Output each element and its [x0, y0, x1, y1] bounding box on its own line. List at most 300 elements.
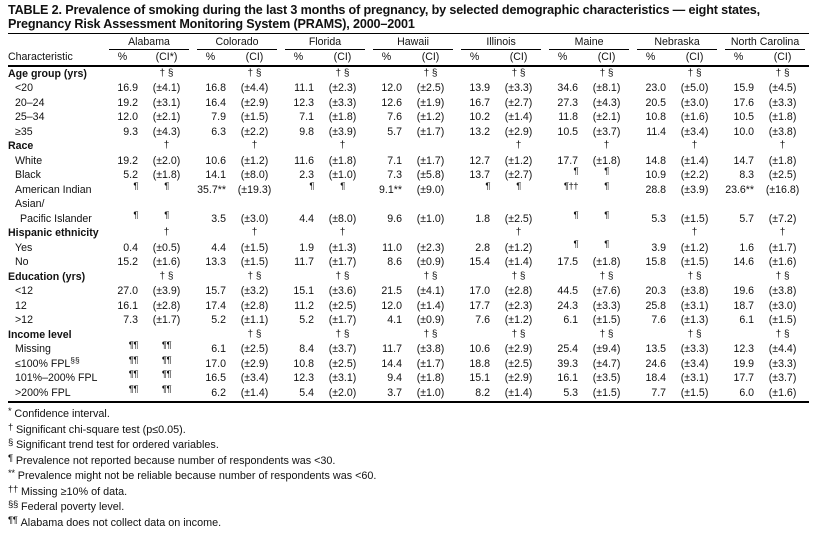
ci-cell: (±1.3) [328, 241, 357, 254]
significance-marker: † § [335, 67, 350, 79]
section-row [8, 66, 809, 82]
ci-cell: (±3.3) [328, 96, 357, 109]
ci-cell: (±1.2) [504, 241, 533, 254]
ci-column-header: (CI) [228, 50, 281, 66]
pct-cell: 13.2 [469, 125, 491, 138]
ci-cell: ¶¶ [161, 369, 172, 381]
ci-cell: (±7.2) [768, 212, 797, 225]
pct-cell: 0.4 [123, 241, 138, 254]
ci-cell: (±9.0) [416, 183, 445, 196]
pct-cell: 7.7 [633, 386, 668, 403]
pct-cell: 23.0 [645, 82, 667, 95]
pct-cell: 28.8 [645, 183, 667, 196]
significance-marker: † § [687, 67, 702, 79]
ci-cell: (±7.6) [592, 285, 621, 298]
ci-cell: (±4.3) [152, 125, 181, 138]
pct-cell: 16.1 [557, 372, 579, 385]
pct-cell [281, 270, 316, 285]
state-header [369, 33, 457, 50]
ci-cell: (±0.5) [152, 241, 181, 254]
pct-cell: 5.7 [739, 212, 755, 225]
pct-cell [633, 328, 668, 343]
pct-cell: 17.0 [205, 357, 226, 370]
pct-cell: 9.8 [299, 125, 314, 138]
pct-cell: 17.5 [557, 256, 579, 269]
pct-cell: 12.0 [117, 111, 138, 124]
pct-cell [193, 328, 228, 343]
state-header [545, 33, 633, 50]
significance-marker: † [163, 140, 170, 152]
pct-cell: 15.1 [469, 372, 491, 385]
ci-cell: (±2.9) [240, 96, 269, 109]
pct-cell: 17.7 [469, 299, 491, 312]
ci-cell: (±1.8) [328, 154, 357, 167]
pct-cell [457, 328, 492, 343]
row-label: ≥35 [15, 125, 33, 138]
pct-cell: 9.4 [387, 372, 403, 385]
pct-cell [545, 66, 580, 82]
pct-cell: 20.3 [645, 285, 667, 298]
ci-cell: (±1.0) [328, 169, 357, 182]
footnote: †† Missing ≥10% of data. [8, 483, 128, 498]
significance-marker: † [779, 227, 786, 239]
ci-cell: (±4.3) [592, 96, 621, 109]
prams-table [8, 33, 809, 404]
pct-cell: 12.0 [381, 82, 403, 95]
ci-cell: ¶¶ [140, 383, 193, 400]
pct-cell: 17.0 [469, 285, 491, 298]
pct-cell: 11.6 [294, 154, 314, 167]
pct-cell: 19.2 [117, 154, 138, 167]
ci-cell: (±2.9) [504, 125, 533, 138]
pct-cell: 7.1 [387, 154, 403, 167]
ci-cell: (±3.9) [680, 183, 709, 196]
ci-cell: (±3.4) [240, 372, 269, 385]
ci-cell: (±4.4) [240, 82, 269, 95]
ci-cell: (±3.4) [680, 357, 709, 370]
pct-cell: 16.7 [469, 96, 491, 109]
pct-cell: ¶ [133, 180, 138, 192]
ci-cell: (±3.3) [592, 299, 621, 312]
pct-column-header: % [105, 50, 140, 66]
pct-cell: 5.2 [211, 314, 226, 327]
ci-cell: (±3.0) [680, 96, 709, 109]
row-label: No [15, 256, 29, 269]
footnote: § Significant trend test for ordered variables. [8, 437, 219, 452]
footnote-marker: * [8, 406, 12, 418]
pct-cell: 35.7** [197, 183, 226, 196]
ci-column-header: (CI*) [140, 50, 193, 66]
pct-cell: 10.8 [293, 357, 314, 370]
ci-cell: (±5.0) [680, 82, 709, 95]
table-header [8, 33, 809, 66]
pct-cell [545, 328, 580, 343]
pct-cell: 15.8 [645, 256, 667, 269]
pct-cell: 6.1 [563, 314, 579, 327]
ci-cell: (±1.8) [328, 111, 357, 124]
ci-cell: (±3.0) [768, 299, 797, 312]
ci-cell: (±8.0) [328, 212, 357, 225]
significance-marker: † [779, 140, 786, 152]
significance-marker: † [691, 140, 698, 152]
pct-cell [193, 270, 228, 285]
pct-column-header: % [633, 50, 668, 66]
pct-cell [457, 226, 492, 241]
pct-cell: 11.7 [294, 256, 314, 269]
significance-marker: † [603, 140, 610, 152]
significance-marker: † § [335, 328, 350, 340]
significance-marker: † [163, 227, 170, 239]
pct-cell [457, 139, 492, 154]
pct-cell: 10.6 [469, 343, 491, 356]
pct-cell [369, 328, 404, 343]
significance-marker: † § [247, 67, 262, 79]
pct-column-header: % [545, 50, 580, 66]
ci-column-header: (CI) [404, 50, 457, 66]
pct-cell [633, 139, 668, 154]
significance-marker: † § [687, 270, 702, 282]
footnote-marker: ** [8, 468, 15, 480]
pct-cell: 16.9 [117, 82, 138, 95]
row-label: <12 [15, 285, 33, 298]
row-label: >200% FPL [8, 386, 105, 403]
pct-cell: 9.1** [379, 183, 403, 196]
ci-cell: (±2.9) [504, 343, 533, 356]
pct-cell: 6.2 [193, 386, 228, 403]
table-title-line2: Pregnancy Risk Assessment Monitoring System (PRAMS), 2000–2001 [8, 16, 415, 31]
footnote: §§ Federal poverty level. [8, 499, 125, 514]
pct-cell: 10.6 [205, 154, 226, 167]
significance-marker [404, 226, 457, 241]
footnotes [8, 407, 811, 531]
ci-cell: (±2.0) [316, 386, 369, 403]
pct-cell: 10.2 [469, 111, 491, 124]
ci-cell: (±3.1) [680, 299, 709, 312]
ci-cell: (±0.9) [416, 256, 445, 269]
pct-cell [369, 66, 404, 82]
ci-cell: (±2.5) [416, 82, 445, 95]
pct-cell: 7.6 [387, 111, 403, 124]
table-row [8, 212, 809, 227]
footnote-marker: †† [8, 483, 18, 495]
pct-cell: 6.3 [211, 125, 226, 138]
pct-cell: 13.7 [469, 169, 491, 182]
table-row [8, 154, 809, 169]
ci-cell: (±1.7) [328, 256, 357, 269]
significance-marker: † [339, 227, 346, 239]
ci-cell: (±5.8) [416, 169, 445, 182]
pct-cell [545, 139, 580, 154]
pct-cell: ¶ [573, 238, 579, 250]
state-header [281, 33, 369, 50]
pct-cell: 1.8 [475, 212, 491, 225]
ci-cell: (±2.3) [504, 299, 533, 312]
pct-cell [721, 328, 756, 343]
section-row [8, 226, 809, 241]
ci-cell: (±3.3) [768, 357, 797, 370]
ci-cell: (±1.7) [416, 357, 445, 370]
pct-cell: 34.6 [557, 82, 579, 95]
pct-cell: ¶¶ [105, 383, 140, 400]
pct-cell: 20.5 [645, 96, 667, 109]
pct-cell: 44.5 [557, 285, 579, 298]
ci-cell: (±1.5) [592, 314, 621, 327]
pct-cell [633, 226, 668, 241]
state-header [457, 33, 545, 50]
table-row [8, 125, 809, 140]
ci-cell: (±3.7) [328, 343, 357, 356]
pct-cell: 4.4 [211, 241, 226, 254]
ci-cell: (±1.2) [680, 241, 709, 254]
ci-cell: (±2.5) [768, 169, 797, 182]
state-name: Maine [549, 35, 629, 51]
row-label: Missing [15, 343, 51, 356]
significance-marker: † § [687, 328, 702, 340]
pct-cell: 9.6 [387, 212, 403, 225]
pct-cell: 10.5 [733, 111, 755, 124]
pct-cell: 5.4 [281, 386, 316, 403]
row-label: ≤100% FPL§§ [15, 355, 80, 370]
footnote-marker: § [8, 437, 13, 449]
pct-cell: 8.3 [739, 169, 755, 182]
pct-cell [281, 226, 316, 241]
ci-cell: (±1.4) [416, 299, 445, 312]
pct-cell: 11.1 [294, 82, 314, 95]
ci-cell: (±3.1) [328, 372, 357, 385]
ci-cell: (±2.7) [504, 96, 533, 109]
pct-cell [369, 270, 404, 285]
ci-cell: (±1.5) [668, 386, 721, 403]
pct-cell: 11.8 [558, 111, 579, 124]
ci-column-header: (CI) [580, 50, 633, 66]
pct-cell: 10.5 [557, 125, 579, 138]
table-title [8, 4, 808, 32]
ci-cell: (±1.2) [240, 154, 269, 167]
ci-cell: (±2.3) [328, 82, 357, 95]
ci-cell: ¶ [340, 180, 345, 192]
pct-cell: 12.6 [381, 96, 403, 109]
pct-cell: 24.6 [645, 357, 667, 370]
pct-cell: 6.1 [739, 314, 755, 327]
ci-cell: (±3.9) [328, 125, 357, 138]
pct-cell [545, 270, 580, 285]
pct-cell [105, 139, 140, 154]
ci-cell: (±2.2) [680, 169, 709, 182]
ci-cell: (±1.5) [680, 212, 709, 225]
pct-cell: ¶¶ [128, 369, 138, 381]
footnote-marker: ¶ [8, 452, 13, 464]
ci-cell: (±2.5) [504, 212, 533, 225]
state-name: Hawaii [373, 35, 453, 51]
pct-cell: 14.4 [381, 357, 403, 370]
pct-cell: 24.3 [557, 299, 579, 312]
ci-cell: (±16.8) [765, 183, 800, 196]
state-header [633, 33, 721, 50]
pct-cell: 7.3 [123, 314, 138, 327]
ci-cell: (±1.2) [504, 154, 533, 167]
ci-cell: (±2.7) [504, 169, 533, 182]
pct-cell [193, 226, 228, 241]
pct-cell: ¶¶ [128, 340, 138, 352]
ci-cell: (±2.8) [504, 285, 533, 298]
row-label: Hispanic ethnicity [8, 227, 99, 240]
row-label: Income level [8, 328, 72, 341]
pct-cell [193, 66, 228, 82]
significance-marker: † [339, 140, 346, 152]
table-row [8, 284, 809, 299]
pct-cell: 17.6 [733, 96, 755, 109]
row-label: Race [8, 140, 34, 153]
ci-cell: (±1.6) [680, 111, 709, 124]
footnote: ¶ Prevalence not reported because number of respondents was <30. [8, 452, 336, 467]
pct-cell: 14.6 [733, 256, 755, 269]
ci-cell: (±0.9) [416, 314, 445, 327]
pct-cell [193, 139, 228, 154]
pct-cell: 3.9 [651, 241, 667, 254]
row-label: 20–24 [15, 96, 45, 109]
section-row [8, 139, 809, 154]
significance-marker: † § [599, 67, 614, 79]
pct-cell: 6.1 [211, 343, 226, 356]
ci-cell: (±1.3) [680, 314, 709, 327]
state-header-spacer [8, 33, 105, 50]
pct-cell: 6.0 [721, 386, 756, 403]
pct-cell: ¶ [573, 166, 579, 178]
pct-cell: 11.2 [294, 299, 314, 312]
significance-marker: † § [775, 67, 790, 79]
ci-cell: (±1.6) [768, 256, 797, 269]
ci-cell: (±2.3) [416, 241, 445, 254]
pct-cell: 23.6** [725, 183, 755, 196]
pct-cell: 9.3 [123, 125, 138, 138]
ci-cell: (±2.8) [240, 299, 269, 312]
ci-cell: (±2.1) [592, 111, 621, 124]
pct-cell: 3.7 [369, 386, 404, 403]
ci-cell: (±1.8) [768, 111, 797, 124]
pct-cell: 10.9 [645, 169, 667, 182]
table-row [8, 313, 809, 328]
ci-cell: (±3.1) [152, 96, 181, 109]
ci-cell: (±1.4) [228, 386, 281, 403]
table-body [8, 66, 809, 403]
pct-cell: 21.5 [381, 285, 403, 298]
pct-cell [281, 139, 316, 154]
ci-cell: (±2.5) [240, 343, 269, 356]
pct-cell: 7.6 [651, 314, 667, 327]
pct-cell: 15.7 [205, 285, 226, 298]
ci-cell: (±1.4) [504, 111, 533, 124]
pct-cell [457, 66, 492, 82]
ci-cell: (±1.7) [416, 154, 445, 167]
pct-cell: 17.4 [205, 299, 226, 312]
ci-cell: (±4.4) [768, 343, 797, 356]
pct-cell: 18.4 [645, 372, 667, 385]
pct-cell: 10.0 [733, 125, 755, 138]
pct-cell [457, 270, 492, 285]
ci-cell: ¶ [604, 209, 609, 221]
pct-cell [721, 139, 756, 154]
pct-cell: 5.7 [387, 125, 403, 138]
state-header-row [8, 33, 809, 50]
ci-cell: (±4.5) [768, 82, 797, 95]
state-header [721, 33, 809, 50]
pct-column-header: % [369, 50, 404, 66]
ci-cell: (±2.0) [152, 154, 181, 167]
pct-cell: ¶ [573, 209, 579, 221]
table-row [8, 81, 809, 96]
table-row [8, 183, 809, 198]
ci-cell: (±1.5) [240, 256, 269, 269]
table-title-line1: TABLE 2. Prevalence of smoking during the last 3 months of pregnancy, by selected demographic characteristics — eight states, [8, 3, 761, 17]
ci-cell: (±1.4) [492, 386, 545, 403]
ci-cell: ¶ [604, 180, 609, 192]
row-label: American Indian [15, 183, 92, 196]
significance-marker: † § [159, 270, 174, 282]
ci-cell: (±2.5) [328, 357, 357, 370]
pct-cell: 16.4 [205, 96, 226, 109]
ci-cell: (±3.7) [592, 125, 621, 138]
ci-cell: (±3.3) [768, 96, 797, 109]
pct-cell: 19.6 [733, 285, 755, 298]
section-row [8, 270, 809, 285]
significance-marker: † § [775, 270, 790, 282]
row-label: Pacific Islander [20, 212, 92, 225]
pct-cell: 8.2 [457, 386, 492, 403]
ci-cell: (±3.8) [680, 285, 709, 298]
pct-cell: 12.0 [381, 299, 403, 312]
table-row [8, 110, 809, 125]
ci-cell: (±3.9) [152, 285, 181, 298]
pct-cell: 5.3 [545, 386, 580, 403]
ci-cell: (±1.7) [416, 125, 445, 138]
significance-marker: † § [775, 328, 790, 340]
ci-cell: (±1.8) [152, 169, 181, 182]
pct-cell [281, 328, 316, 343]
row-label: Black [15, 169, 41, 182]
pct-cell: 19.2 [117, 96, 138, 109]
ci-cell: (±1.5) [580, 386, 633, 403]
pct-cell: 14.7 [733, 154, 755, 167]
pct-cell: 10.8 [645, 111, 667, 124]
significance-marker: † § [599, 328, 614, 340]
ci-cell: (±1.8) [768, 154, 797, 167]
row-label: >12 [15, 314, 33, 327]
ci-cell: (±2.5) [328, 299, 357, 312]
pct-cell: 16.8 [205, 82, 226, 95]
significance-marker: † § [511, 270, 526, 282]
ci-cell: (±1.5) [240, 111, 269, 124]
footnote-ref: §§ [70, 355, 80, 366]
ci-cell: (±1.2) [504, 314, 533, 327]
pct-cell: 16.1 [117, 299, 138, 312]
ci-cell: (±1.5) [680, 256, 709, 269]
pct-column-header: % [721, 50, 756, 66]
pct-cell: 1.9 [299, 241, 314, 254]
ci-cell: (±1.5) [768, 314, 797, 327]
pct-cell [281, 66, 316, 82]
ci-cell: (±1.7) [768, 241, 797, 254]
ci-cell: (±2.9) [504, 372, 533, 385]
pct-cell: 8.4 [299, 343, 314, 356]
ci-cell: (±1.2) [416, 111, 445, 124]
ci-cell: (±4.1) [152, 82, 181, 95]
pct-cell: 12.3 [293, 372, 314, 385]
ci-cell: (±1.8) [592, 154, 621, 167]
ci-cell: (±4.1) [416, 285, 445, 298]
significance-marker: † § [335, 270, 350, 282]
significance-marker: † [251, 227, 258, 239]
ci-cell: (±3.6) [328, 285, 357, 298]
